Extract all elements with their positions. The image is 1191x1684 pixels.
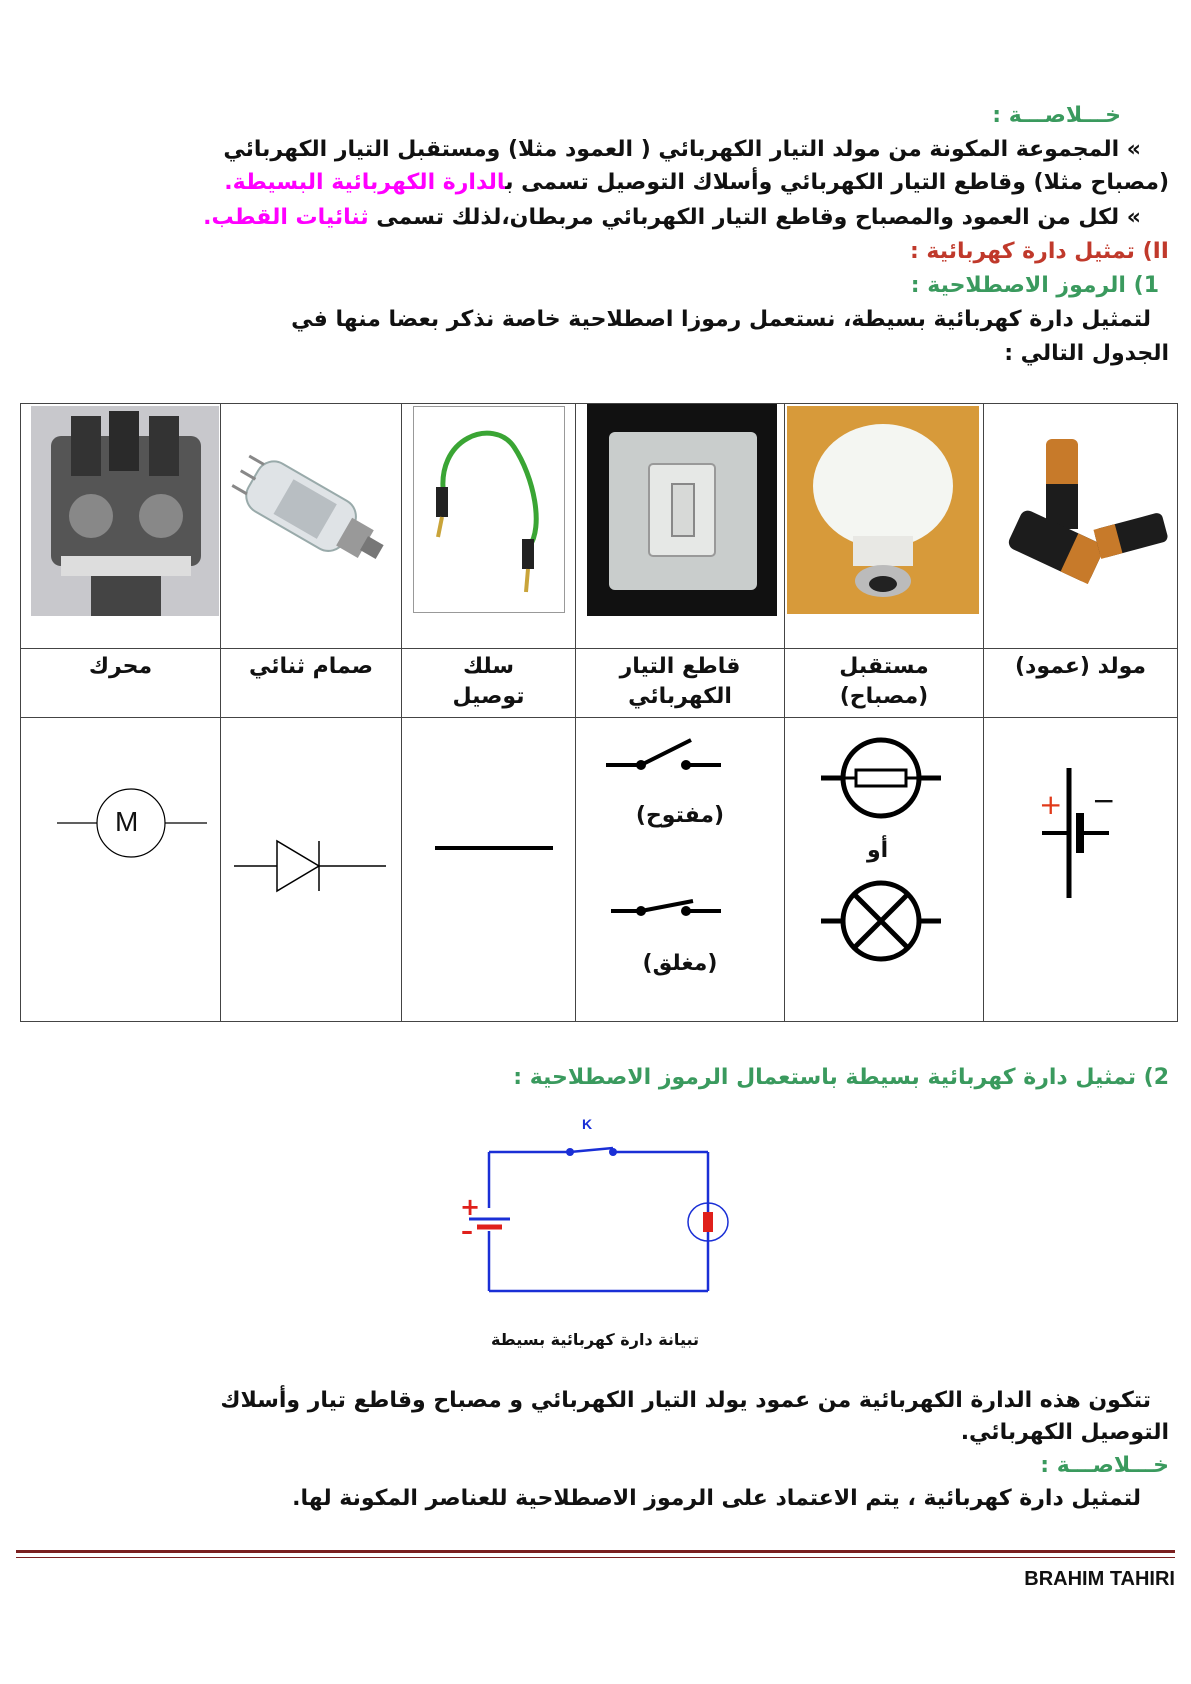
label-switch-line-1: قاطع التيار: [619, 654, 741, 679]
circuit-para-line-2: التوصيل الكهربائي.: [960, 1420, 1169, 1445]
label-wire-line-2: توصيل: [452, 684, 525, 709]
subsection-1-heading: 1) الرموز الاصطلاحية :: [910, 273, 1159, 298]
generator-plus: +: [1039, 788, 1063, 821]
switch-k-label: K: [582, 1116, 593, 1132]
switch-closed-label: (مغلق): [642, 951, 718, 976]
label-receiver-line-2: (مصباح): [839, 684, 929, 709]
section-2-heading: II) تمثيل دارة كهربائية :: [909, 239, 1169, 264]
circuit-plus: +: [460, 1193, 481, 1221]
dipoles-term: ثنائيات القطب.: [203, 205, 369, 230]
generator-symbol: [984, 718, 1177, 1020]
switch-symbols: [576, 718, 784, 1020]
switch-photo: [587, 404, 777, 616]
section-2-para-line-2: الجدول التالي :: [1004, 341, 1169, 366]
summary-line-2-text: (مصباح مثلا) وقاطع التيار الكهربائي وأسلاك التوصيل تسمى ب: [505, 170, 1169, 195]
summary-2-heading: خـــلاصـــة :: [1040, 1453, 1169, 1478]
diode-symbol: [221, 718, 401, 1020]
summary-line-2: [20, 167, 1169, 199]
wire-symbol: [402, 718, 575, 1020]
simple-circuit-term: الدارة الكهربائية البسيطة.: [224, 170, 506, 195]
or-text: أو: [867, 838, 889, 863]
section-2-para-line-1: لتمثيل دارة كهربائية بسيطة، نستعمل رموزا اصطلاحية خاصة نذكر بعضا منها في: [291, 307, 1151, 332]
label-generator: مولد (عمود): [1014, 654, 1146, 679]
generator-minus: −: [1092, 784, 1116, 817]
lamp-symbols: [785, 718, 983, 1020]
label-receiver: [785, 652, 983, 712]
circuit-minus: –: [461, 1217, 473, 1245]
label-switch: [576, 652, 784, 712]
summary-heading: خـــلاصـــة :: [992, 103, 1121, 128]
summary-2-line-1: لتمثيل دارة كهربائية ، يتم الاعتماد على الرموز الاصطلاحية للعناصر المكونة لها.: [292, 1486, 1141, 1511]
summary-line-3-text: » لكل من العمود والمصباح وقاطع التيار الكهربائي مربطان،لذلك تسمى: [368, 205, 1141, 230]
motor-letter: M: [115, 806, 139, 837]
label-diode: صمام ثنائي: [248, 654, 374, 679]
label-receiver-line-1: مستقبل: [839, 654, 929, 679]
label-switch-line-2: الكهربائي: [628, 684, 732, 709]
footer-rule-thin: [16, 1557, 1175, 1558]
wire-photo: [413, 406, 565, 613]
diode-photo: [226, 424, 396, 594]
circuit-diagram: [455, 1115, 735, 1325]
footer-rule: [16, 1550, 1175, 1553]
circuit-caption: تبيانة دارة كهربائية بسيطة: [490, 1330, 700, 1349]
symbols-table: [20, 403, 1178, 1022]
motor-symbol: [21, 718, 220, 1020]
engine-photo: [31, 406, 219, 616]
bulb-photo: [787, 406, 979, 614]
author-name: BRAHIM TAHIRI: [1024, 1568, 1175, 1590]
switch-open-label: (مفتوح): [635, 803, 725, 828]
label-wire-line-1: سلك: [462, 654, 515, 679]
label-motor: محرك: [88, 654, 153, 679]
summary-line-3: [20, 202, 1141, 234]
summary-line-1: » المجموعة المكونة من مولد التيار الكهربائي ( العمود مثلا) ومستقبل التيار الكهربائي: [223, 137, 1141, 162]
circuit-para-line-1: تتكون هذه الدارة الكهربائية من عمود يولد التيار الكهربائي و مصباح وقاطع تيار وأسلاك: [220, 1388, 1151, 1413]
subsection-2-heading: 2) تمثيل دارة كهربائية بسيطة باستعمال الرموز الاصطلاحية :: [513, 1065, 1169, 1090]
label-wire: [402, 652, 575, 712]
battery-photo: [1006, 424, 1171, 584]
